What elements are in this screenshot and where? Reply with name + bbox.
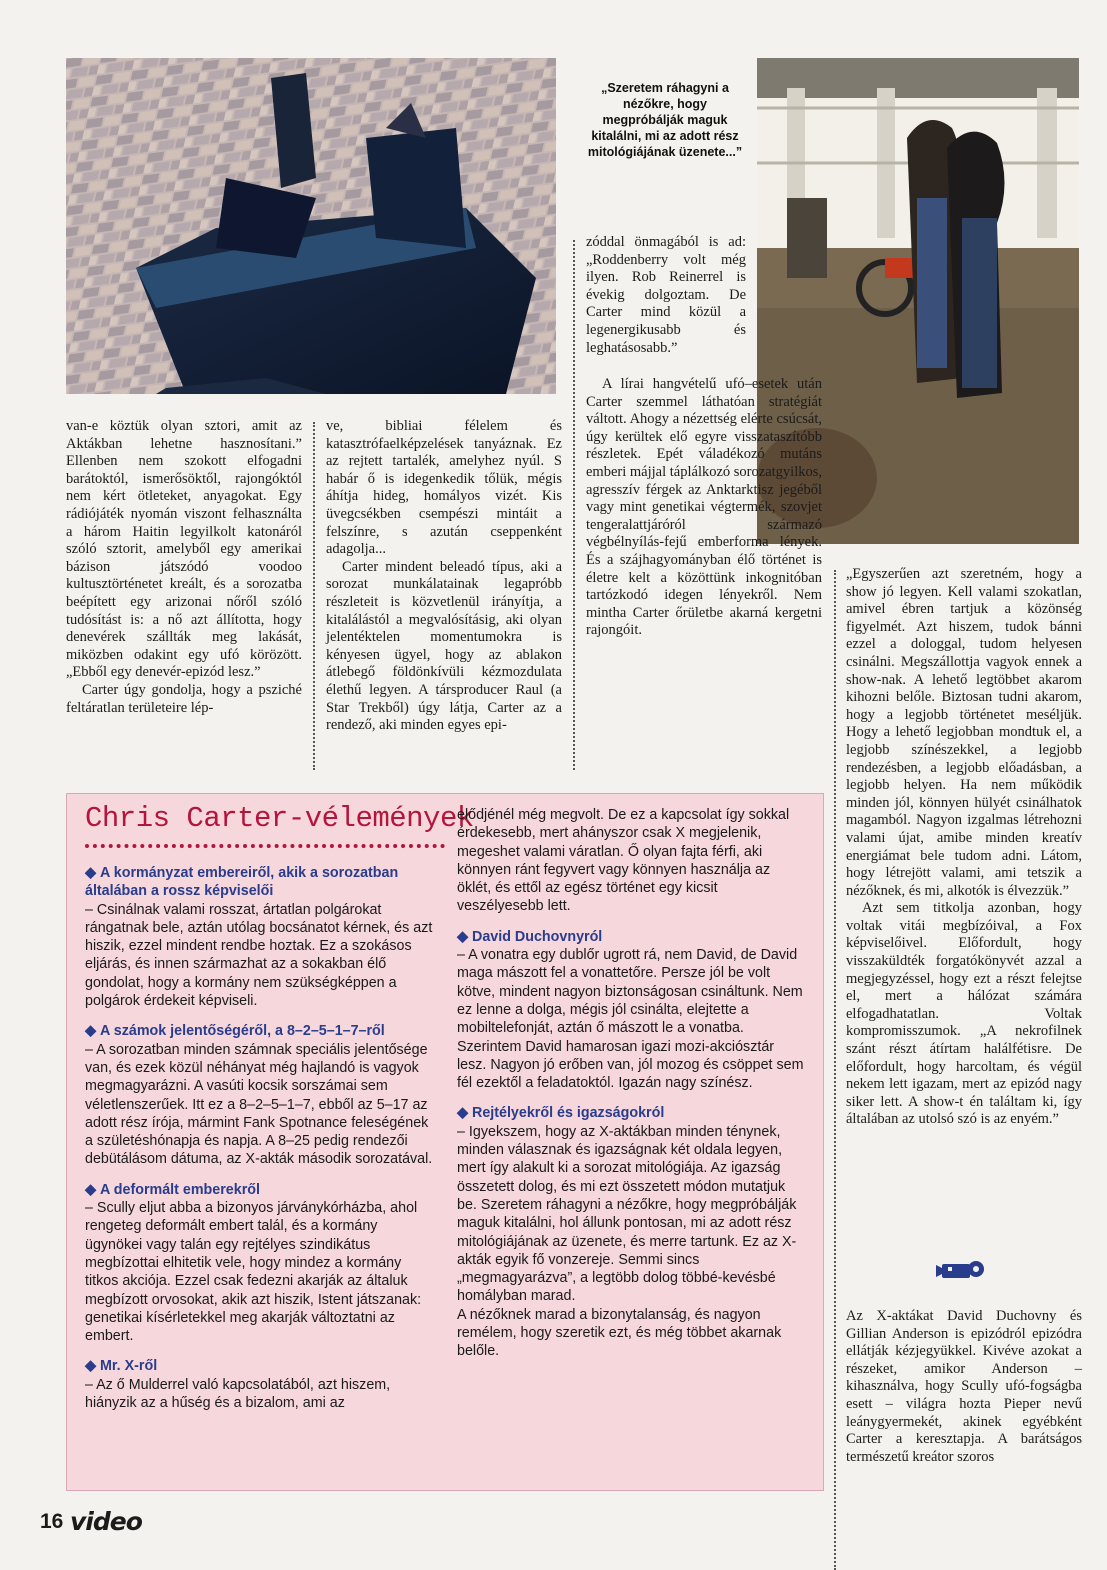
col1-para-1: van-e köztük olyan sztori, amit az Aktákban lehetne hasznosítani.” Ellenben nem szokott elfogadni barátoktól, ismerősöktől, rajongóktól nem kért ötleteket, anyagokat. Egy rádiójáték nyomán viszont felhasználta a három Haitin legyilkolt katonáról szóló sztorit, amelyből egy amerikai bázison játszódó voodoo kultusztörténetet kreált, és a sorozatba beépített egy arizonai nőről szóló tudósítást is: a nő azt állította, hogy denevérek szállták meg lakását, miközben odakint egy ufó körözött. „Ebből egy denevér-epizód lesz.” (66, 418, 302, 681)
topic-heading: ◆ Mr. X-ről (85, 1358, 158, 1375)
pull-quote: „Szeretem ráhagyni a nézőkre, hogy megpróbálják maguk kitalálni, mi az adott rész mitológiájának üzenete...” (587, 81, 743, 159)
topic-body: – A sorozatban minden számnak speciális jelentősége van, és ezek közül néhányat még hajlandó is vagyok megmagyarázni. A vasúti kocsik sorszámai sem véletlenszerűek. Itt ez a 8–2–5–1–7, ebből az 5–17 az adott rész írója, mármint Fank Spotnance feleségének a születéshónapja és napja. A 8–25 pedig rendezői debütálásom dátuma, az X-akták második sorozatával. (85, 1041, 433, 1168)
topic-body: – Scully eljut abba a bizonyos járványkórházba, ahol rengeteg deformált embert talál, és a kormány ügynökei vagy talán egy rejtélyes szindikátus megbízottai elhitetik vele, hogy mindez a kormány titkos akciója. Ezzel csak fedezni akarják az általuk megbízott orvosokat, akik azt hiszik, Istent játszanak: genetikai kísérletekkel meg akarják változtatni az embert. (85, 1200, 422, 1345)
diamond-bullet-icon: ◆ (85, 1023, 96, 1040)
article-column-4-bottom (846, 1308, 1082, 1466)
diamond-bullet-icon: ◆ (85, 865, 96, 881)
col3-para-1: zóddal önmagából is ad: „Roddenberry volt még ilyen. Rob Reinerrel is évekig dolgoztam. De Carter mind közül a legenergikusabb és leghatásosabb.” (586, 234, 746, 356)
column-divider (313, 422, 315, 770)
col2-para-2: Carter mindent beleadó típus, aki a sorozat munkálatainak legapróbb részleteit is közvetlenül irányítja, a kitalálástól a megvalósításig, aki olyan jelentéktelen momentumokra is kényesen ügyel, hogy az ablakon átlebegő földönkívüli kézmozdulata élethű legyen. A társproducer Raul (a Star Trekből) úgy látja, Carter az a rendező, aki minden egyes epi- (326, 558, 562, 734)
opinions-box (66, 793, 824, 1491)
diamond-bullet-icon: ◆ (85, 1181, 96, 1198)
page-number: 16 (40, 1510, 64, 1533)
diamond-bullet-icon: ◆ (457, 1105, 468, 1122)
topic-heading: ◆ A deformált emberekről (85, 1181, 260, 1198)
topic-body: – A vonatra egy dublőr ugrott rá, nem David, de David maga mászott fel a vonattetőre. Persze jól be volt kötve, mindent nagyon biztonságosan csináltunk. Nem ez lenne a dolga, mégis jól csinálta, elejtette a mobiltelefonját, aztán ő mászott le a vonatba. Szerintem David hamarosan igazi mozi-akciósztár lesz. Nagyon jó erőben van, jól mozog és csöppet sem fél ezektől a feladatoktól. Igazán nagy színész. (457, 947, 804, 1092)
col2-para-1: ve, bibliai félelem és katasztrófaelképzelések tanyáznak. Ez az rejtett tartalék, amelyhez nyúl. S habár ő is idegenkedik tőlük, mégis áhítja hideg, homályos vizét. Kis üvegcsékben csempészi mintáit a felszínre, s azután cseppenként adagolja... (326, 418, 562, 558)
diamond-bullet-icon: ◆ (85, 1358, 96, 1375)
article-column-4 (846, 566, 1082, 1129)
article-column-3 (586, 234, 746, 357)
diamond-bullet-icon: ◆ (457, 928, 468, 945)
col4-para-3: Az X-aktákat David Duchovny és Gillian Anderson is epizódról epizódra ellátják kézjegyükkel. Kivéve azokat a részeket, amikor Anderson – kihasználva, hogy Scully ufó-fogságba esett – világra hozta Pieper nevű leánygyermekét, akinek egyébként Carter a keresztapja. A barátságos természetű kreátor szoros (846, 1308, 1082, 1465)
topic-heading: ◆ David Duchovnyról (457, 928, 603, 945)
title-dotted-rule (85, 844, 445, 848)
col4-para-2: Azt sem titkolja azonban, hogy voltak vitái megbízóival, a Fox képviselőivel. Előfordult, hogy visszaküldték forgatókönyvét azzal a megjegyzéssel, hogy ezt a részt felejtse el, mert a hálózat számára elfogadhatatlan. Voltak kompromisszumok. „A nekrofilnek szánt részt átírtam halálfétisre. De előfordult, hogy harcoltam, és végül nekem lett igazam, mert az epizód nagy siker lett. A show-t én találtam ki, így általában az utolsó szó is az enyém.” (846, 900, 1082, 1128)
article-column-2 (326, 418, 562, 735)
column-divider (834, 570, 836, 1570)
box-title: Chris Carter-vélemények (85, 802, 474, 835)
magazine-logo: video (70, 1507, 142, 1536)
topic-body: – Csinálnak valami rosszat, ártatlan polgárokat rángatnak bele, aztán utólag bocsánatot kérnek, és azt hiszik, ezzel mindent rendbe hoztak. Ez a szokásos eljárás, és innen származhat az a sokakban élő gondolat, hogy a kormány nem szükségképpen a polgárok érdekeit képviseli. (85, 901, 433, 1010)
topic-heading: ◆ A kormányzat embereiről, akik a sorozatban általában a rossz képviselői (85, 865, 399, 900)
box-left-column (85, 852, 437, 1412)
topic-heading: ◆ Rejtélyekről és igazságokról (457, 1105, 665, 1122)
camera-icon (936, 1258, 988, 1282)
box-right-column (457, 806, 807, 1361)
article-column-1 (66, 418, 302, 717)
col1-para-2: Carter úgy gondolja, hogy a psziché feltáratlan területeire lép- (66, 681, 302, 716)
topic-heading: ◆ A számok jelentőségéről, a 8–2–5–1–7–ről (85, 1023, 385, 1040)
topic-body: – Az ő Mulderrel való kapcsolatából, azt hiszem, hiányzik az a hűség és a bizalom, ami az (85, 1376, 391, 1412)
col4-para-1: „Egyszerűen azt szeretném, hogy a show jó legyen. Kell valami szokatlan, amivel ébren tartjuk a közönség figyelmét. Azt hiszem, tudok bánni ezzel a dologgal, tudom helyesen csinálni. Megszállottja vagyok ennek a show-nak. A lehető legtöbbet akarom kihozni belőle. Biztosan tudni akarom, hogy a legjobb történetet meséljük. Hogy a lehető legjobban mondtuk el, a legjobb színészekkel, a legjobb rendezésben, a legjobb előadásban, a legjobb helyen. Ha nem működik minden jól, könnyen hülyét csinálhatok magamból. Nagyon izgalmas létrehozni valami újat, amibe minden kreatív energiámat bele tudom adni. Látom, hogy létrejött valami, ami tetszik a nézőknek, és mi, alkotók is élvezzük.” (846, 566, 1082, 899)
article-column-3b (586, 376, 822, 640)
topic-body: elődjénél még megvolt. De ez a kapcsolat így sokkal érdekesebb, mert ahányszor csak X megjelenik, megeshet valami váratlan. Ő olyan fajta férfi, aki könnyen ránt fegyvert vagy könnyen használja az öklét, és ettől az egész történet egy kicsit veszélyesebb lett. (457, 807, 790, 915)
roof-photo (66, 58, 556, 394)
column-divider (573, 240, 575, 770)
topic-body: – Igyekszem, hogy az X-aktákban minden ténynek, minden válasznak és igazságnak két oldala legyen, mert így alakult ki a sorozat mitológiája. Az igazság összetett dolog, és mi ezt összetett módon mutatjuk be. Szeretem ráhagyni a nézőkre, hogy megpróbálják maguk kitalálni, hol állunk pontosan, mi az adott rész mitológiájának az üzenete, és merre tartunk. Ez az X-akták egyik fő vonzereje. Semmi sincs „megmagyarázva”, a legtöbb dolog többé-kevésbé homályban marad. (457, 1123, 797, 1305)
topic-body: A nézőknek marad a bizonytalanság, és nagyon remélem, hogy szeretik ezt, és még többet akarnak belőle. (457, 1306, 782, 1360)
col3-para-2: A lírai hangvételű ufó–esetek után Carter szemmel láthatóan stratégiát váltott. Ahogy a nézettség elérte csúcsát, úgy kerültek elő egyre visszataszítóbb részletek. Epét váladékozó mutáns emberi májjal táplálkozó sorozatgyilkos, agresszív férgek az Anktarktisz jegéből vagy mint genetikai végtermék, szovjet tengeralattjáróról származó végbélnyílás-fejű emberforma lények. És a szájhagyományban élő történet is életre kelt a közöttünk inkognitóban tartózkodó idegen lényekről. Nem mintha Carter őrületbe akarná kergetni rajongóit. (586, 376, 822, 639)
